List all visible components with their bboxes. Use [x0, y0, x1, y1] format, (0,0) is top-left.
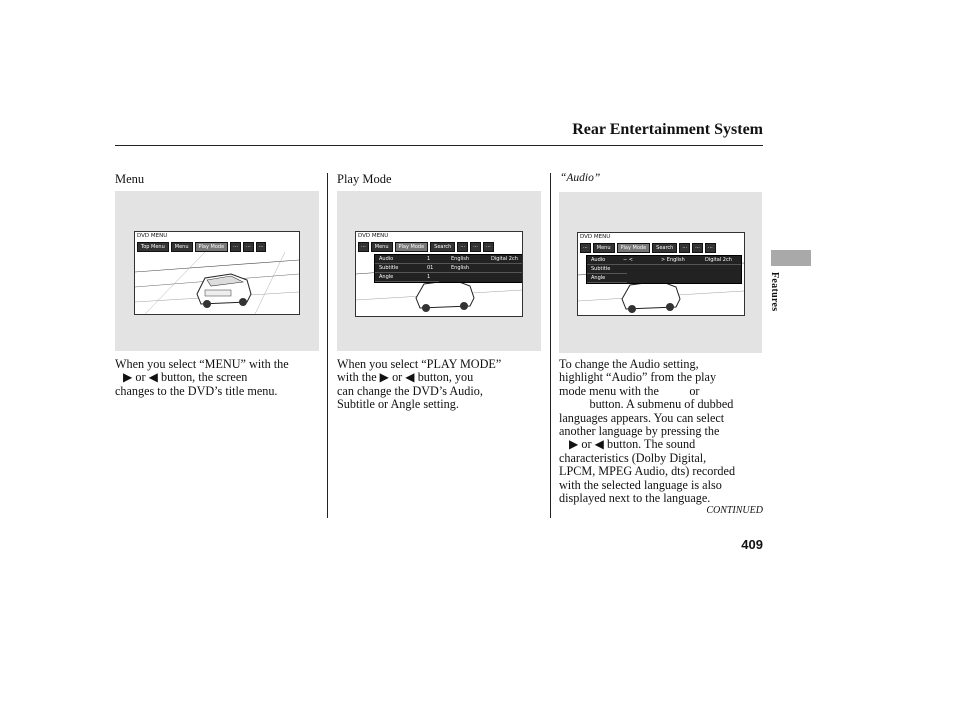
submenu-label: Angle — [591, 275, 606, 281]
dvd-menu-bar — [580, 243, 742, 252]
submenu-value: English — [451, 256, 470, 262]
text-line: ▶ or ◀ button. The sound — [569, 437, 696, 452]
menu-button-more[interactable]: ··· — [692, 243, 703, 253]
description-play-mode — [337, 358, 542, 412]
section-tab — [771, 250, 811, 266]
menu-button-search[interactable]: Search — [652, 243, 677, 253]
menu-button-top-menu[interactable]: Top Menu — [137, 242, 169, 252]
submenu-number: 1 — [427, 274, 431, 280]
submenu-row-angle[interactable] — [375, 273, 439, 282]
menu-button-more[interactable]: ··· — [470, 242, 481, 252]
text-line: with the selected language is also — [559, 477, 722, 492]
screen-title: DVD MENU — [137, 233, 168, 239]
submenu-number: 01 — [427, 265, 434, 271]
screen-title: DVD MENU — [580, 234, 611, 240]
text-line: with the ▶ or ◀ button, you — [337, 370, 474, 385]
menu-button-menu[interactable]: Menu — [171, 242, 193, 252]
text-line: changes to the DVD’s title menu. — [115, 383, 278, 398]
page-title: Rear Entertainment System — [572, 121, 763, 138]
submenu-label: Subtitle — [379, 265, 399, 271]
section-label-play-mode: Play Mode — [337, 172, 392, 186]
submenu-label: Audio — [591, 257, 606, 263]
text-line: languages appears. You can select — [559, 410, 725, 425]
text-line: can change the DVD’s Audio, — [337, 383, 483, 398]
menu-button-more[interactable]: ··· — [679, 243, 690, 253]
submenu-extra: Digital 2ch — [705, 257, 732, 263]
dvd-menu-bar — [137, 242, 297, 251]
submenu-row-audio[interactable] — [587, 256, 741, 265]
text-line: displayed next to the language. — [559, 491, 711, 506]
menu-button-more[interactable]: ··· — [483, 242, 494, 252]
submenu-value: > English — [661, 257, 685, 263]
audio-submenu — [586, 255, 742, 284]
header-rule — [115, 145, 763, 146]
dvd-screen — [577, 232, 745, 316]
menu-button-more[interactable]: ··· — [358, 242, 369, 252]
submenu-label: Subtitle — [591, 266, 611, 272]
description-menu — [115, 358, 320, 398]
text-line: To change the Audio setting, — [559, 357, 699, 371]
text-line: highlight “Audio” from the play — [559, 370, 717, 385]
column-divider — [327, 173, 328, 518]
menu-button-more[interactable]: ··· — [256, 242, 267, 252]
section-label-audio: “Audio” — [560, 172, 601, 184]
text-line: When you select “PLAY MODE” — [337, 357, 502, 371]
dvd-menu-bar — [358, 242, 520, 251]
text-line: mode menu with the or — [559, 383, 700, 398]
menu-button-play-mode[interactable]: Play Mode — [617, 243, 651, 253]
column-divider — [550, 173, 551, 518]
menu-button-play-mode[interactable]: Play Mode — [195, 242, 229, 252]
submenu-selector[interactable]: − < — [623, 257, 633, 263]
section-tab-label: Features — [769, 272, 780, 312]
screenshot-panel-menu — [115, 191, 319, 351]
screen-title: DVD MENU — [358, 233, 389, 239]
screenshot-panel-audio — [559, 192, 762, 353]
menu-button-more[interactable]: ··· — [705, 243, 716, 253]
page-number: 409 — [741, 537, 763, 552]
car-illustration — [135, 252, 299, 314]
section-label-menu: Menu — [115, 172, 145, 186]
menu-button-more[interactable]: ··· — [457, 242, 468, 252]
text-line: When you select “MENU” with the — [115, 357, 289, 371]
screenshot-panel-play-mode — [337, 191, 541, 351]
text-line: ▶ or ◀ button, the screen — [123, 370, 248, 385]
description-audio — [559, 358, 764, 505]
continued-label: CONTINUED — [706, 505, 763, 516]
text-line: Subtitle or Angle setting. — [337, 397, 459, 412]
submenu-row-audio[interactable] — [375, 255, 523, 264]
submenu-extra: Digital 2ch — [491, 256, 518, 262]
text-line: LPCM, MPEG Audio, dts) recorded — [559, 464, 736, 479]
text-line: another language by pressing the — [559, 424, 720, 439]
menu-button-search[interactable]: Search — [430, 242, 455, 252]
submenu-label: Angle — [379, 274, 394, 280]
menu-button-more[interactable]: ··· — [580, 243, 591, 253]
text-line: characteristics (Dolby Digital, — [559, 450, 707, 465]
dvd-screen — [134, 231, 300, 315]
menu-button-menu[interactable]: Menu — [593, 243, 615, 253]
submenu-value: English — [451, 265, 470, 271]
dvd-screen — [355, 231, 523, 317]
play-mode-submenu — [374, 254, 523, 283]
submenu-row-angle[interactable] — [587, 274, 627, 283]
menu-button-more[interactable]: ··· — [230, 242, 241, 252]
submenu-row-subtitle[interactable] — [587, 265, 627, 274]
submenu-label: Audio — [379, 256, 394, 262]
submenu-number: 1 — [427, 256, 431, 262]
text-line: button. A submenu of dubbed — [559, 397, 734, 412]
submenu-row-subtitle[interactable] — [375, 264, 523, 273]
menu-button-menu[interactable]: Menu — [371, 242, 393, 252]
menu-button-more[interactable]: ··· — [243, 242, 254, 252]
menu-button-play-mode[interactable]: Play Mode — [395, 242, 429, 252]
